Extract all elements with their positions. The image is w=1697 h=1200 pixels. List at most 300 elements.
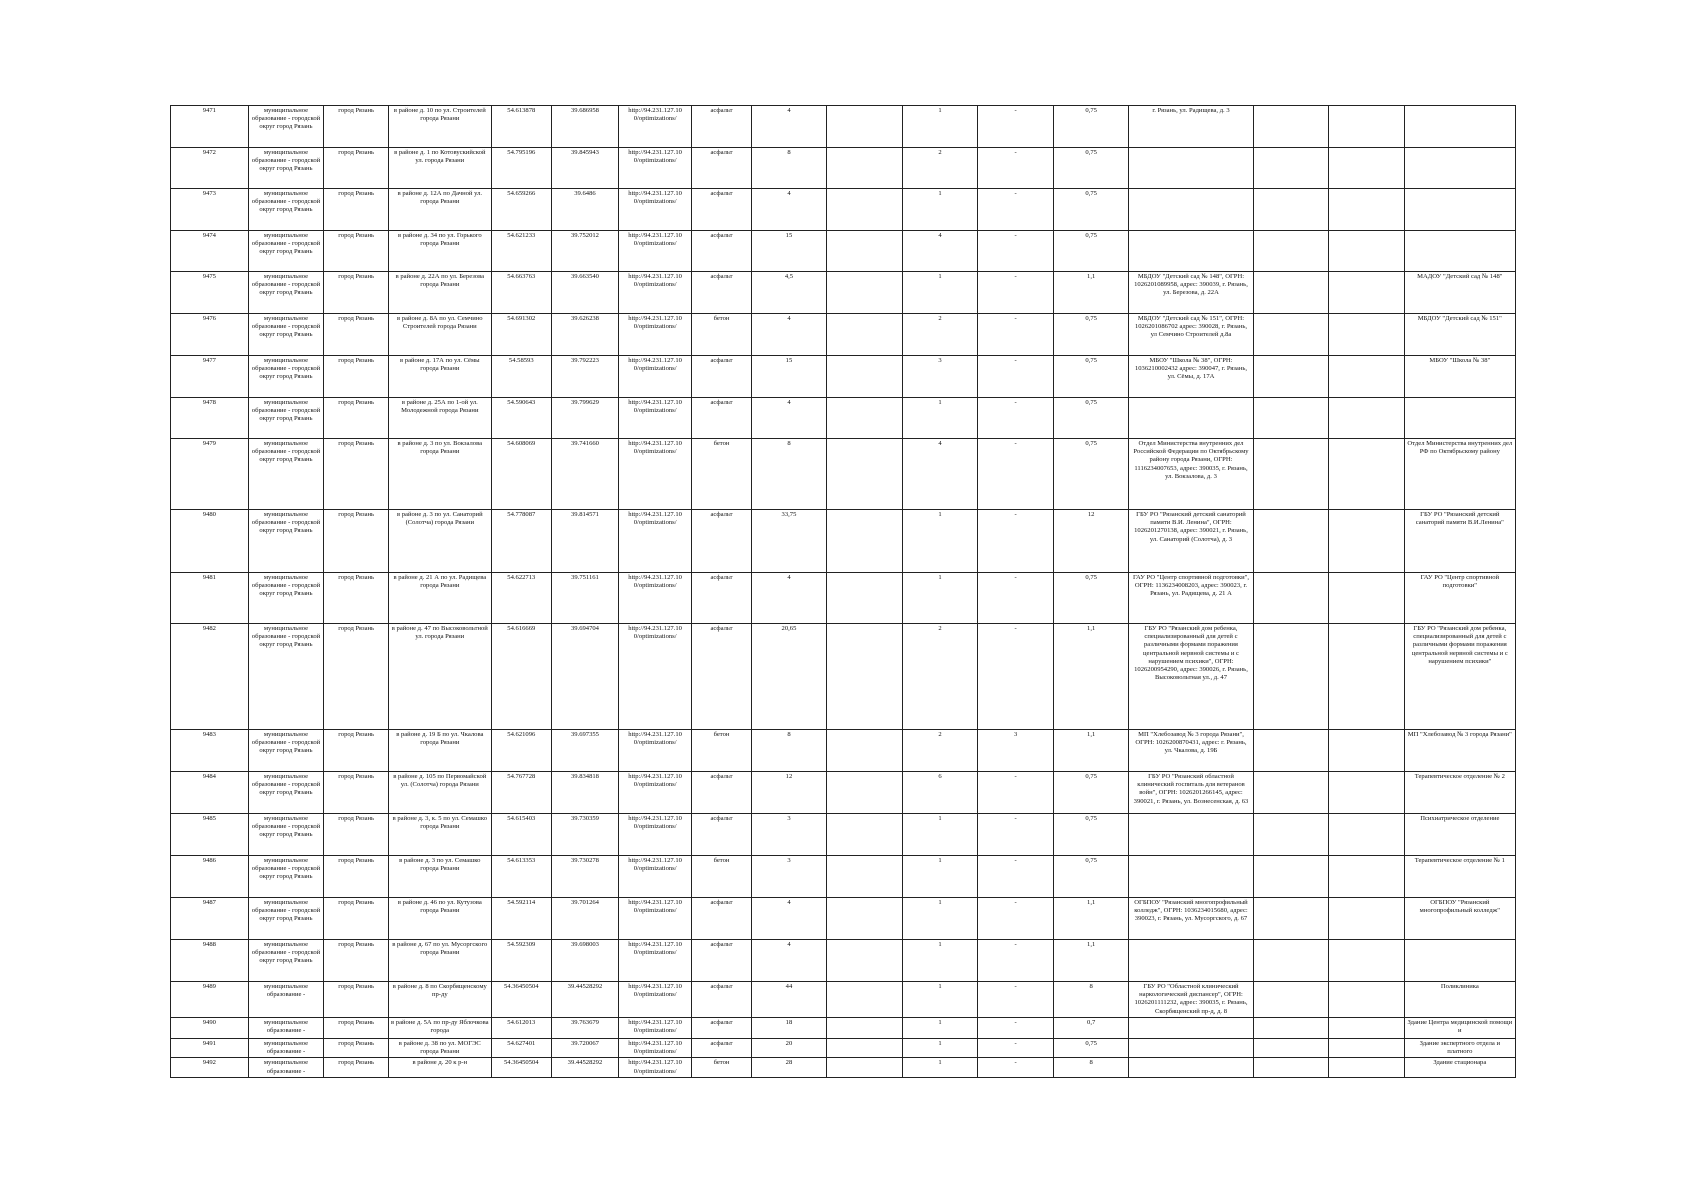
table-row <box>171 398 1516 439</box>
address-cell: в районе д. 10 по ул. Строителей города Рязани <box>389 106 492 148</box>
municipality-cell: муниципальное образование - городской округ город Рязань <box>248 814 324 856</box>
container-count-cell: 1 <box>902 510 978 573</box>
row-number: 9473 <box>171 189 249 231</box>
container-count-2-cell: - <box>978 573 1054 624</box>
municipality-cell: муниципальное образование - городской округ город Рязань <box>248 573 324 624</box>
volume-cell: 1,1 <box>1053 898 1129 940</box>
latitude-cell: 54.58593 <box>491 356 551 398</box>
address-cell: в районе д. 19 Б по ул. Чкалова города Рязани <box>389 730 492 772</box>
latitude-cell: 54.590643 <box>491 398 551 439</box>
city-cell: город Рязань <box>324 272 389 314</box>
empty-cell <box>1329 982 1405 1018</box>
container-count-cell: 1 <box>902 398 978 439</box>
container-count-cell: 1 <box>902 982 978 1018</box>
area-cell: 4 <box>751 189 827 231</box>
volume-cell: 1,1 <box>1053 940 1129 982</box>
volume-cell: 12 <box>1053 510 1129 573</box>
area-cell: 8 <box>751 148 827 189</box>
area-cell: 4 <box>751 398 827 439</box>
row-number: 9486 <box>171 856 249 898</box>
longitude-cell: 39.697355 <box>552 730 619 772</box>
address-cell: в районе д. 1 по Котовускийской ул. города Рязани <box>389 148 492 189</box>
empty-cell <box>1329 898 1405 940</box>
city-cell: город Рязань <box>324 624 389 730</box>
latitude-cell: 54.613878 <box>491 106 551 148</box>
empty-cell <box>1253 231 1329 272</box>
address-cell: в районе д. 105 по Первомайской ул. (Солотча) города Рязани <box>389 772 492 814</box>
owner-cell: ГАУ РО "Центр спортивной подготовки", ОГРН: 1136234008203, адрес: 390023, г. Рязань, ул. Радищева, д. 21 А <box>1129 573 1253 624</box>
empty-cell <box>1253 272 1329 314</box>
latitude-cell: 54.36450504 <box>491 982 551 1018</box>
photo-link-cell: http://94.231.127.10 0/optimizations/ <box>618 573 691 624</box>
photo-link-cell: http://94.231.127.10 0/optimizations/ <box>618 772 691 814</box>
address-cell: в районе д. 3, к. 5 по ул. Семашко города Рязани <box>389 814 492 856</box>
photo-link-cell: http://94.231.127.10 0/optimizations/ <box>618 898 691 940</box>
waste-source-cell: МП "Хлебозавод № 3 города Рязани" <box>1404 730 1515 772</box>
photo-link-cell: http://94.231.127.10 0/optimizations/ <box>618 189 691 231</box>
table-row <box>171 189 1516 231</box>
longitude-cell: 39.6486 <box>552 189 619 231</box>
empty-cell <box>1253 624 1329 730</box>
empty-cell <box>827 106 903 148</box>
empty-cell <box>1329 1058 1405 1077</box>
empty-cell <box>1329 231 1405 272</box>
row-number: 9485 <box>171 814 249 856</box>
municipality-cell: муниципальное образование - городской округ город Рязань <box>248 439 324 510</box>
area-cell: 28 <box>751 1058 827 1077</box>
empty-cell <box>1329 148 1405 189</box>
table-row <box>171 356 1516 398</box>
surface-cell: асфальт <box>692 898 751 940</box>
city-cell: город Рязань <box>324 189 389 231</box>
municipality-cell: муниципальное образование - <box>248 1038 324 1057</box>
waste-source-cell: ГАУ РО "Центр спортивной подготовки" <box>1404 573 1515 624</box>
longitude-cell: 39.44528292 <box>552 982 619 1018</box>
photo-link-cell: http://94.231.127.10 0/optimizations/ <box>618 439 691 510</box>
address-cell: в районе д. 34 по ул. Горького города Рязани <box>389 231 492 272</box>
container-count-2-cell: - <box>978 189 1054 231</box>
photo-link-cell: http://94.231.127.10 0/optimizations/ <box>618 356 691 398</box>
container-count-cell: 1 <box>902 898 978 940</box>
photo-link-cell: http://94.231.127.10 0/optimizations/ <box>618 106 691 148</box>
longitude-cell: 39.799629 <box>552 398 619 439</box>
empty-cell <box>1253 982 1329 1018</box>
waste-source-cell: МБДОУ "Детский сад № 151" <box>1404 314 1515 356</box>
latitude-cell: 54.795196 <box>491 148 551 189</box>
area-cell: 12 <box>751 772 827 814</box>
volume-cell: 1,1 <box>1053 624 1129 730</box>
container-count-2-cell: - <box>978 356 1054 398</box>
photo-link-cell: http://94.231.127.10 0/optimizations/ <box>618 510 691 573</box>
city-cell: город Рязань <box>324 1058 389 1077</box>
table-row <box>171 624 1516 730</box>
latitude-cell: 54.622713 <box>491 573 551 624</box>
owner-cell <box>1129 1038 1253 1057</box>
volume-cell: 0,75 <box>1053 814 1129 856</box>
volume-cell: 0,75 <box>1053 148 1129 189</box>
empty-cell <box>827 982 903 1018</box>
longitude-cell: 39.701264 <box>552 898 619 940</box>
address-cell: в районе д. 3 по ул. Семашко города Рязани <box>389 856 492 898</box>
surface-cell: асфальт <box>692 106 751 148</box>
container-count-2-cell: - <box>978 272 1054 314</box>
empty-cell <box>827 356 903 398</box>
owner-cell: МП "Хлебозавод № 3 города Рязани", ОГРН: 1026200870431, адрес: г. Рязань, ул. Чкалова, д. 19Б <box>1129 730 1253 772</box>
address-cell: в районе д. 8 по Скорбященскому пр-ду <box>389 982 492 1018</box>
owner-cell <box>1129 814 1253 856</box>
container-count-cell: 1 <box>902 272 978 314</box>
container-count-cell: 2 <box>902 730 978 772</box>
waste-source-cell: Здание стационара <box>1404 1058 1515 1077</box>
container-count-2-cell: - <box>978 148 1054 189</box>
empty-cell <box>1253 898 1329 940</box>
volume-cell: 0,7 <box>1053 1017 1129 1038</box>
container-count-2-cell: - <box>978 1017 1054 1038</box>
municipality-cell: муниципальное образование - городской округ город Рязань <box>248 189 324 231</box>
waste-source-cell <box>1404 106 1515 148</box>
latitude-cell: 54.767728 <box>491 772 551 814</box>
container-count-cell: 1 <box>902 189 978 231</box>
latitude-cell: 54.608069 <box>491 439 551 510</box>
container-count-2-cell: - <box>978 398 1054 439</box>
photo-link-cell: http://94.231.127.10 0/optimizations/ <box>618 624 691 730</box>
container-count-cell: 6 <box>902 772 978 814</box>
row-number: 9491 <box>171 1038 249 1057</box>
waste-source-cell: ГБУ РО "Рязанский детский санаторий памяти В.И.Ленина" <box>1404 510 1515 573</box>
municipality-cell: муниципальное образование - городской округ город Рязань <box>248 510 324 573</box>
municipality-cell: муниципальное образование - городской округ город Рязань <box>248 231 324 272</box>
municipality-cell: муниципальное образование - городской округ город Рязань <box>248 940 324 982</box>
city-cell: город Рязань <box>324 398 389 439</box>
latitude-cell: 54.615403 <box>491 814 551 856</box>
city-cell: город Рязань <box>324 940 389 982</box>
empty-cell <box>1253 314 1329 356</box>
city-cell: город Рязань <box>324 856 389 898</box>
surface-cell: асфальт <box>692 624 751 730</box>
empty-cell <box>827 730 903 772</box>
empty-cell <box>1329 189 1405 231</box>
address-cell: в районе д. 3 по ул. Санаторий (Солотча) города Рязани <box>389 510 492 573</box>
empty-cell <box>827 940 903 982</box>
surface-cell: бетон <box>692 439 751 510</box>
empty-cell <box>827 573 903 624</box>
row-number: 9483 <box>171 730 249 772</box>
empty-cell <box>1329 439 1405 510</box>
photo-link-cell: http://94.231.127.10 0/optimizations/ <box>618 1038 691 1057</box>
row-number: 9482 <box>171 624 249 730</box>
volume-cell: 0,75 <box>1053 231 1129 272</box>
area-cell: 4 <box>751 314 827 356</box>
empty-cell <box>1329 772 1405 814</box>
waste-source-cell: Здание экспертного отдела и платного <box>1404 1038 1515 1057</box>
owner-cell <box>1129 940 1253 982</box>
area-cell: 20 <box>751 1038 827 1057</box>
container-count-2-cell: - <box>978 314 1054 356</box>
longitude-cell: 39.626238 <box>552 314 619 356</box>
area-cell: 8 <box>751 439 827 510</box>
city-cell: город Рязань <box>324 314 389 356</box>
surface-cell: асфальт <box>692 940 751 982</box>
address-cell: в районе д. 22А по ул. Березова города Рязани <box>389 272 492 314</box>
owner-cell: МБДОУ "Детский сад № 151", ОГРН: 1026201086702 адрес: 390028, г. Рязань, ул Семчино Строителей д.8а <box>1129 314 1253 356</box>
longitude-cell: 39.686958 <box>552 106 619 148</box>
container-count-cell: 1 <box>902 1038 978 1057</box>
empty-cell <box>827 772 903 814</box>
owner-cell <box>1129 1017 1253 1038</box>
latitude-cell: 54.778087 <box>491 510 551 573</box>
address-cell: в районе д. 46 по ул. Кутузова города Рязани <box>389 898 492 940</box>
waste-source-cell: Отдел Министерства внутренних дел РФ по Октябрьскому району <box>1404 439 1515 510</box>
owner-cell: г. Рязань, ул. Радищева, д. 3 <box>1129 106 1253 148</box>
waste-source-cell: Психиатрическое отделение <box>1404 814 1515 856</box>
city-cell: город Рязань <box>324 814 389 856</box>
photo-link-cell: http://94.231.127.10 0/optimizations/ <box>618 1058 691 1077</box>
table-row <box>171 510 1516 573</box>
waste-source-cell: Терапевтическое отделение № 2 <box>1404 772 1515 814</box>
surface-cell: асфальт <box>692 272 751 314</box>
area-cell: 3 <box>751 814 827 856</box>
surface-cell: асфальт <box>692 148 751 189</box>
empty-cell <box>1329 106 1405 148</box>
table-row <box>171 940 1516 982</box>
municipality-cell: муниципальное образование - городской округ город Рязань <box>248 772 324 814</box>
latitude-cell: 54.592309 <box>491 940 551 982</box>
latitude-cell: 54.659266 <box>491 189 551 231</box>
empty-cell <box>827 814 903 856</box>
empty-cell <box>1329 814 1405 856</box>
longitude-cell: 39.814571 <box>552 510 619 573</box>
owner-cell <box>1129 189 1253 231</box>
municipality-cell: муниципальное образование - <box>248 982 324 1018</box>
empty-cell <box>1253 148 1329 189</box>
container-count-2-cell: - <box>978 510 1054 573</box>
waste-source-cell <box>1404 189 1515 231</box>
surface-cell: асфальт <box>692 814 751 856</box>
empty-cell <box>827 189 903 231</box>
volume-cell: 0,75 <box>1053 398 1129 439</box>
container-count-cell: 2 <box>902 148 978 189</box>
empty-cell <box>827 231 903 272</box>
waste-source-cell: Терапевтическое отделение № 1 <box>1404 856 1515 898</box>
owner-cell <box>1129 856 1253 898</box>
container-count-cell: 4 <box>902 439 978 510</box>
empty-cell <box>827 898 903 940</box>
volume-cell: 0,75 <box>1053 439 1129 510</box>
table-row <box>171 898 1516 940</box>
surface-cell: асфальт <box>692 189 751 231</box>
container-count-2-cell: - <box>978 624 1054 730</box>
empty-cell <box>1253 772 1329 814</box>
empty-cell <box>1253 510 1329 573</box>
surface-cell: бетон <box>692 730 751 772</box>
row-number: 9481 <box>171 573 249 624</box>
table-row <box>171 1038 1516 1057</box>
latitude-cell: 54.621096 <box>491 730 551 772</box>
municipality-cell: муниципальное образование - городской округ город Рязань <box>248 898 324 940</box>
empty-cell <box>1253 1058 1329 1077</box>
address-cell: в районе д. 20 к р-н <box>389 1058 492 1077</box>
photo-link-cell: http://94.231.127.10 0/optimizations/ <box>618 314 691 356</box>
table-row <box>171 272 1516 314</box>
surface-cell: асфальт <box>692 573 751 624</box>
address-cell: в районе д. 8А по ул. Семчино Строителей города Рязани <box>389 314 492 356</box>
owner-cell <box>1129 231 1253 272</box>
owner-cell: МБДОУ "Детский сад № 148", ОГРН: 1026201089958, адрес: 390039, г. Рязань, ул. Березова, д. 22А <box>1129 272 1253 314</box>
row-number: 9479 <box>171 439 249 510</box>
container-count-cell: 1 <box>902 573 978 624</box>
surface-cell: асфальт <box>692 398 751 439</box>
owner-cell: ГБУ РО "Рязанский областной клинический госпиталь для ветеранов войн", ОГРН: 1026201266145, адрес: 390021, г. Рязань, ул. Вознесенская, д. 63 <box>1129 772 1253 814</box>
empty-cell <box>1253 940 1329 982</box>
table-row <box>171 148 1516 189</box>
container-count-2-cell: - <box>978 940 1054 982</box>
empty-cell <box>827 272 903 314</box>
surface-cell: асфальт <box>692 1038 751 1057</box>
photo-link-cell: http://94.231.127.10 0/optimizations/ <box>618 730 691 772</box>
area-cell: 4,5 <box>751 272 827 314</box>
empty-cell <box>1329 940 1405 982</box>
container-count-cell: 2 <box>902 314 978 356</box>
latitude-cell: 54.663763 <box>491 272 551 314</box>
longitude-cell: 39.694704 <box>552 624 619 730</box>
container-count-2-cell: - <box>978 439 1054 510</box>
area-cell: 4 <box>751 898 827 940</box>
owner-cell: Отдел Министерства внутренних дел Российской Федерации по Октябрьскому району города Рязани, ОГРН: 1116234007653, адрес: 390035, г. Рязань, ул. Вокзалова, д. 3 <box>1129 439 1253 510</box>
area-cell: 33,75 <box>751 510 827 573</box>
address-cell: в районе д. 25А по 1-ой ул. Молодежной города Рязани <box>389 398 492 439</box>
row-number: 9488 <box>171 940 249 982</box>
empty-cell <box>827 856 903 898</box>
city-cell: город Рязань <box>324 510 389 573</box>
address-cell: в районе д. 12А по Дачной ул. города Рязани <box>389 189 492 231</box>
container-count-cell: 1 <box>902 814 978 856</box>
waste-source-cell <box>1404 398 1515 439</box>
address-cell: в районе д. 47 по Высоковольтной ул. города Рязани <box>389 624 492 730</box>
registry-table <box>170 105 1516 1078</box>
row-number: 9477 <box>171 356 249 398</box>
table-row <box>171 1058 1516 1077</box>
latitude-cell: 54.621233 <box>491 231 551 272</box>
photo-link-cell: http://94.231.127.10 0/optimizations/ <box>618 940 691 982</box>
longitude-cell: 39.845943 <box>552 148 619 189</box>
empty-cell <box>1253 398 1329 439</box>
volume-cell: 0,75 <box>1053 856 1129 898</box>
city-cell: город Рязань <box>324 1017 389 1038</box>
municipality-cell: муниципальное образование - <box>248 1017 324 1038</box>
waste-source-cell: ГБУ РО "Рязанский дом ребенка, специализированный для детей с различными формами поражения центральной нервной системы и с нарушением психики" <box>1404 624 1515 730</box>
empty-cell <box>1253 439 1329 510</box>
surface-cell: асфальт <box>692 772 751 814</box>
longitude-cell: 39.730278 <box>552 856 619 898</box>
row-number: 9490 <box>171 1017 249 1038</box>
longitude-cell: 39.752012 <box>552 231 619 272</box>
photo-link-cell: http://94.231.127.10 0/optimizations/ <box>618 1017 691 1038</box>
empty-cell <box>1329 398 1405 439</box>
area-cell: 4 <box>751 940 827 982</box>
table-row <box>171 573 1516 624</box>
municipality-cell: муниципальное образование - городской округ город Рязань <box>248 856 324 898</box>
table-row <box>171 106 1516 148</box>
container-count-cell: 1 <box>902 940 978 982</box>
empty-cell <box>827 1017 903 1038</box>
waste-source-cell: МАДОУ "Детский сад № 148" <box>1404 272 1515 314</box>
latitude-cell: 54.612013 <box>491 1017 551 1038</box>
owner-cell: ГБУ РО "Рязанский дом ребенка, специализированный для детей с различными формами поражения центральной нервной системы и с нарушением психики", ОГРН: 1026200954290, адрес: 390026, г. Рязань, Высоковольтная ул., д. 47 <box>1129 624 1253 730</box>
waste-source-cell <box>1404 231 1515 272</box>
empty-cell <box>827 439 903 510</box>
waste-source-cell: Поликлиника <box>1404 982 1515 1018</box>
surface-cell: бетон <box>692 1058 751 1077</box>
city-cell: город Рязань <box>324 356 389 398</box>
empty-cell <box>1329 730 1405 772</box>
latitude-cell: 54.36450504 <box>491 1058 551 1077</box>
row-number: 9484 <box>171 772 249 814</box>
longitude-cell: 39.663540 <box>552 272 619 314</box>
table-row <box>171 982 1516 1018</box>
municipality-cell: муниципальное образование - городской округ город Рязань <box>248 624 324 730</box>
container-count-2-cell: - <box>978 772 1054 814</box>
empty-cell <box>1329 314 1405 356</box>
row-number: 9471 <box>171 106 249 148</box>
longitude-cell: 39.751161 <box>552 573 619 624</box>
latitude-cell: 54.627401 <box>491 1038 551 1057</box>
longitude-cell: 39.698003 <box>552 940 619 982</box>
surface-cell: асфальт <box>692 231 751 272</box>
surface-cell: асфальт <box>692 982 751 1018</box>
longitude-cell: 39.44528292 <box>552 1058 619 1077</box>
empty-cell <box>1253 856 1329 898</box>
city-cell: город Рязань <box>324 106 389 148</box>
address-cell: в районе д. 3 по ул. Вокзалова города Рязани <box>389 439 492 510</box>
owner-cell: МБОУ "Школа № 38", ОГРН: 1036210002432 адрес: 390047, г. Рязань, ул. Сёмы, д. 17А <box>1129 356 1253 398</box>
municipality-cell: муниципальное образование - городской округ город Рязань <box>248 106 324 148</box>
municipality-cell: муниципальное образование - городской округ город Рязань <box>248 314 324 356</box>
city-cell: город Рязань <box>324 898 389 940</box>
row-number: 9474 <box>171 231 249 272</box>
photo-link-cell: http://94.231.127.10 0/optimizations/ <box>618 148 691 189</box>
empty-cell <box>1253 730 1329 772</box>
row-number: 9475 <box>171 272 249 314</box>
address-cell: в районе д. 5А по пр-ду Яблочкова города <box>389 1017 492 1038</box>
municipality-cell: муниципальное образование - <box>248 1058 324 1077</box>
area-cell: 20,65 <box>751 624 827 730</box>
volume-cell: 0,75 <box>1053 356 1129 398</box>
row-number: 9480 <box>171 510 249 573</box>
container-count-2-cell: - <box>978 1058 1054 1077</box>
volume-cell: 8 <box>1053 1058 1129 1077</box>
address-cell: в районе д. 38 по ул. МОГЭС города Рязани <box>389 1038 492 1057</box>
owner-cell: ГБУ РО "Рязанский детский санаторий памяти В.И. Ленина", ОГРН: 1026201270138, адрес: 390021, г. Рязань, ул. Санаторий (Солотча), д. 3 <box>1129 510 1253 573</box>
container-count-2-cell: - <box>978 898 1054 940</box>
surface-cell: бетон <box>692 856 751 898</box>
empty-cell <box>1329 272 1405 314</box>
city-cell: город Рязань <box>324 573 389 624</box>
owner-cell <box>1129 398 1253 439</box>
city-cell: город Рязань <box>324 231 389 272</box>
empty-cell <box>1253 1038 1329 1057</box>
table-row <box>171 856 1516 898</box>
container-count-2-cell: - <box>978 1038 1054 1057</box>
empty-cell <box>1329 856 1405 898</box>
volume-cell: 0,75 <box>1053 1038 1129 1057</box>
empty-cell <box>1329 1038 1405 1057</box>
empty-cell <box>827 1058 903 1077</box>
area-cell: 4 <box>751 573 827 624</box>
waste-source-cell: Здание Центра медицинской помощи и <box>1404 1017 1515 1038</box>
longitude-cell: 39.763679 <box>552 1017 619 1038</box>
container-count-2-cell: - <box>978 982 1054 1018</box>
empty-cell <box>827 398 903 439</box>
